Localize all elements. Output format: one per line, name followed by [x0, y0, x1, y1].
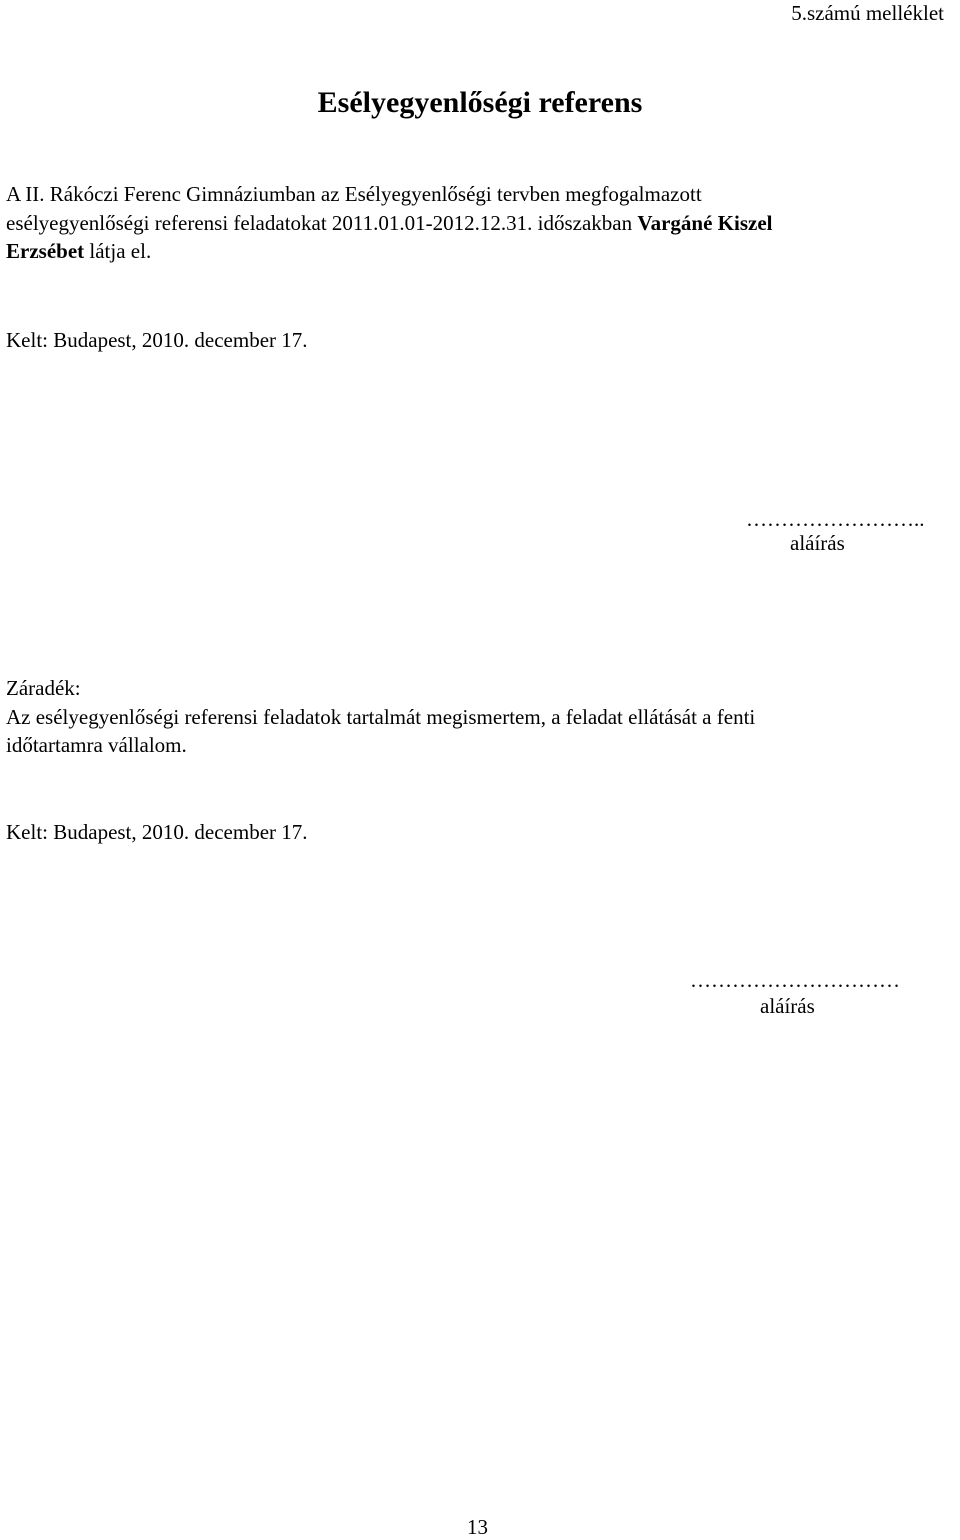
dated-line-1: Kelt: Budapest, 2010. december 17. [6, 328, 308, 352]
clause-line-2: időtartamra vállalom. [6, 733, 187, 757]
intro-paragraph [6, 180, 773, 266]
intro-line-2-text: esélyegyenlőségi referensi feladatokat 2011.01.01-2012.12.31. időszakban [6, 210, 638, 235]
referent-name-part-1: Vargáné Kiszel [637, 210, 773, 235]
intro-line-3 [6, 237, 773, 266]
referent-name-part-2: Erzsébet [6, 239, 85, 263]
signature-label-2: aláírás [760, 994, 815, 1018]
dated-line-2: Kelt: Budapest, 2010. december 17. [6, 820, 308, 844]
page-title: Esélyegyenlőségi referens [317, 86, 643, 119]
signature-line-1: …………………….. [746, 507, 925, 531]
annex-label: 5.számú melléklet [791, 1, 944, 25]
intro-line-2 [6, 209, 773, 238]
intro-line-1: A II. Rákóczi Ferenc Gimnáziumban az Esélyegyenlőségi tervben megfogalmazott [6, 182, 702, 206]
clause-section [6, 674, 755, 760]
clause-heading: Záradék: [6, 676, 81, 700]
clause-line-1: Az esélyegyenlőségi referensi feladatok tartalmát megismertem, a feladat ellátását a fenti [6, 704, 756, 729]
page-number: 13 [467, 1515, 488, 1539]
signature-label-1: aláírás [790, 531, 845, 555]
intro-line-3-text: látja el. [84, 239, 152, 263]
signature-line-2: ………………………… [690, 968, 900, 992]
